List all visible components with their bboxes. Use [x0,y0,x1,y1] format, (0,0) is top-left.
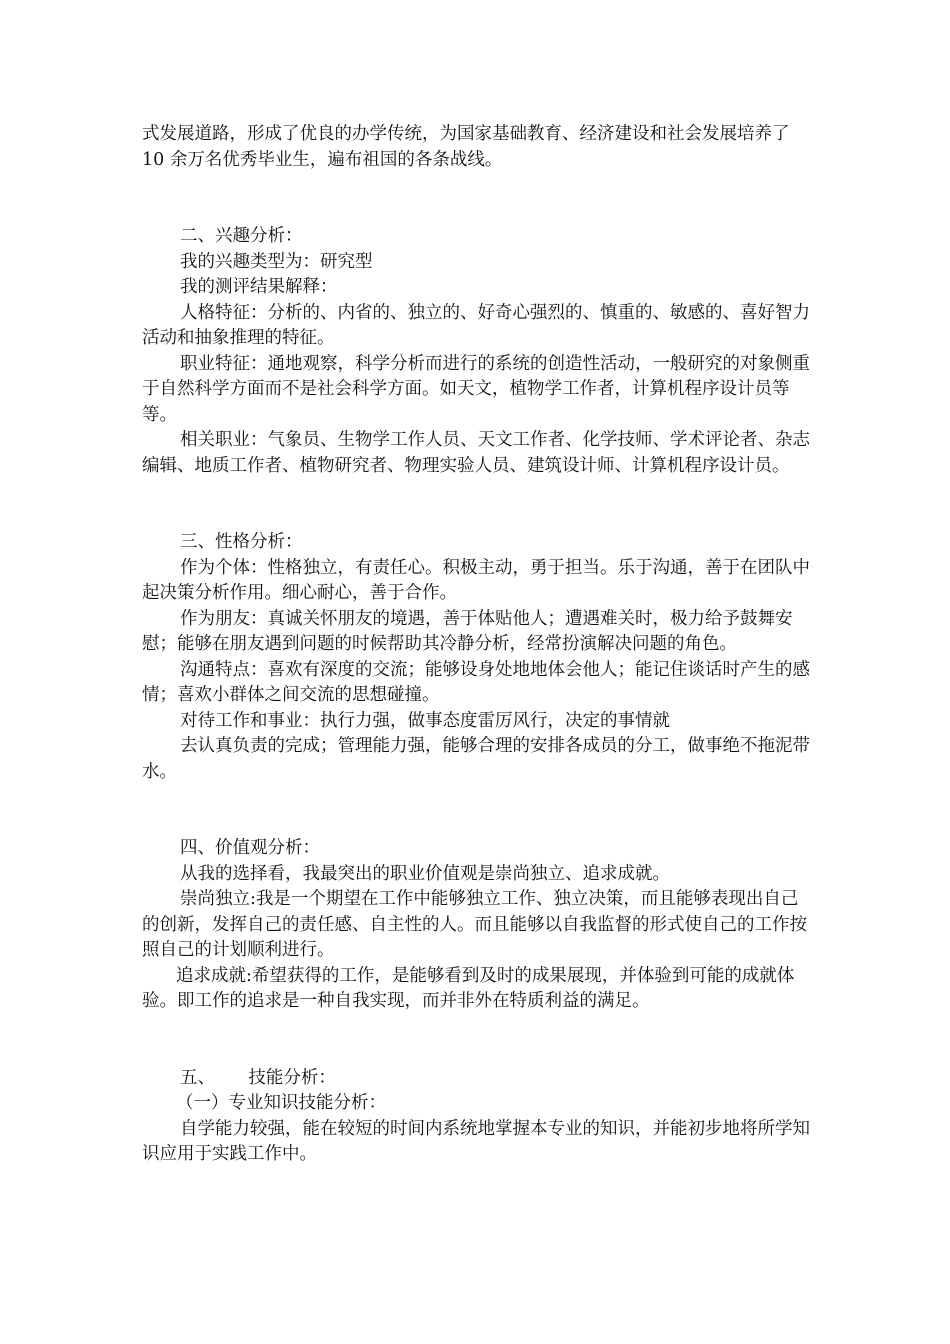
character-heading: 三、性格分析： [180,532,303,552]
character-work-continued: 去认真负责的完成；管理能力强，能够合理的安排各成员的分工，做事绝不拖泥带水。 [142,736,810,782]
values-heading: 四、价值观分析： [180,838,320,858]
skills-heading: 五、 技能分析： [180,1067,336,1088]
character-communication: 沟通特点：喜欢有深度的交流；能够设身处地地体会他人；能记住谈话时产生的感情；喜欢小群体之间交流的思想碰撞。 [142,659,810,705]
character-work: 对待工作和事业：执行力强，做事态度雷厉风行，决定的事情就 [180,710,670,731]
interest-type: 我的兴趣类型为：研究型 [180,251,373,272]
skills-subheading-professional: （一）专业知识技能分析： [176,1093,386,1113]
section-gap [142,1015,810,1066]
interest-personality: 人格特征：分析的、内省的、独立的、好奇心强烈的、慎重的、敏感的、喜好智力活动和抽象推理的特征。 [142,302,810,348]
character-individual: 作为个体：性格独立，有责任心。积极主动，勇于担当。乐于沟通，善于在团队中起决策分析作用。细心耐心，善于合作。 [142,557,810,603]
section-gap [142,479,810,530]
interest-heading: 二、兴趣分析： [180,226,303,246]
document-body [142,122,810,1168]
interest-related-jobs: 相关职业：气象员、生物学工作人员、天文工作者、化学技师、学术评论者、杂志编辑、地质工作者、植物研究者、物理实验人员、建筑设计师、计算机程序设计员。 [142,430,810,476]
section-gap [142,173,810,224]
skills-professional-text: 自学能力较强，能在较短的时间内系统地掌握本专业的知识，并能初步地将所学知识应用于实践工作中。 [142,1118,810,1164]
interest-result-label: 我的测评结果解释： [180,277,338,297]
skills-section [142,1066,810,1168]
intro-paragraph: 式发展道路，形成了优良的办学传统，为国家基础教育、经济建设和社会发展培养了 10 余万名优秀毕业生，遍布祖国的各条战线。 [142,124,790,170]
values-independence: 崇尚独立:我是一个期望在工作中能够独立工作、独立决策，而且能够表现出自己的创新，发挥自己的责任感、自主性的人。而且能够以自我监督的形式使自己的工作按照自己的计划顺利进行。 [142,889,807,960]
section-gap [142,785,810,836]
values-achievement: 追求成就:希望获得的工作，是能够看到及时的成果展现，并体验到可能的成就体验。即工作的追求是一种自我实现，而并非外在特质利益的满足。 [142,965,795,1011]
interest-section [142,224,810,479]
interest-career: 职业特征：通地观察，科学分析而进行的系统的创造性活动，一般研究的对象侧重于自然科学方面而不是社会科学方面。如天文，植物学工作者，计算机程序设计员等等。 [142,353,810,425]
values-summary: 从我的选择看，我最突出的职业价值观是崇尚独立、追求成就。 [180,863,670,884]
values-section [142,836,810,1015]
character-section [142,530,810,785]
character-friend: 作为朋友：真诚关怀朋友的境遇，善于体贴他人；遭遇难关时，极力给予鼓舞安慰；能够在朋友遇到问题的时候帮助其冷静分析，经常扮演解决问题的角色。 [142,608,793,654]
